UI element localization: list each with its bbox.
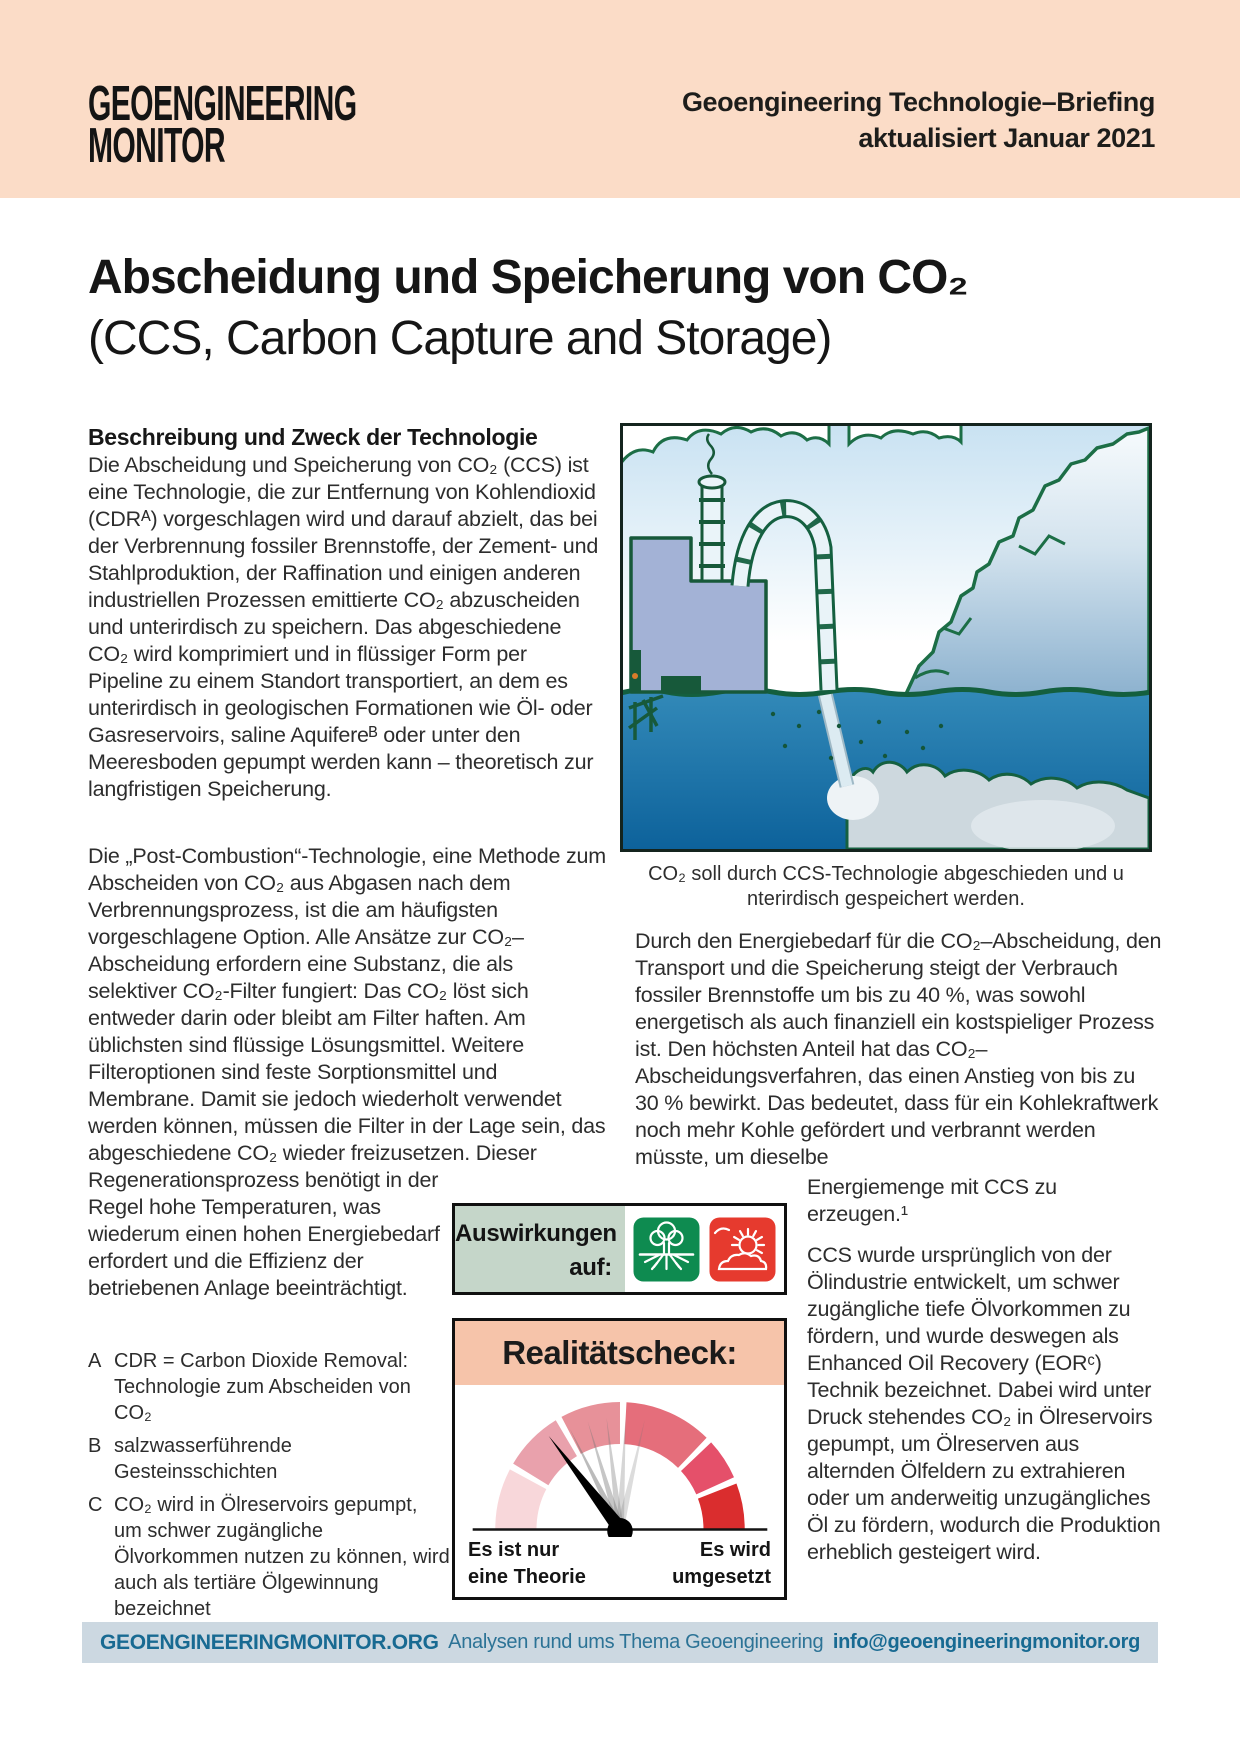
footer-site-link[interactable]: GEOENGINEERINGMONITOR.ORG xyxy=(100,1630,439,1654)
footnote-c-text: CO₂ wird in Ölreservoirs gepumpt, um schwer zugängliche Ölvorkommen nutzen zu können, wird auch als tertiäre Ölgewinnung bezeichnet xyxy=(114,1494,450,1620)
gauge-label-right-line-1: Es wird xyxy=(699,1539,771,1561)
gauge-label-left-line-2: eine Theorie xyxy=(468,1566,586,1588)
briefing-date: aktualisiert Januar 2021 xyxy=(858,123,1155,153)
ccs-illustration-drawing xyxy=(623,426,1149,849)
footer-bar xyxy=(82,1622,1158,1663)
header-band xyxy=(0,0,1240,198)
gauge-label-left xyxy=(468,1537,586,1591)
footnote-c xyxy=(88,1492,450,1622)
footer-tagline: Analysen rund ums Thema Geoengineering xyxy=(448,1631,824,1653)
page-title-line-1: Abscheidung und Speicherung von CO₂ xyxy=(88,251,968,304)
logo-line-1: GEOENGINEERING xyxy=(88,74,357,131)
left-paragraph-2: Die „Post-Combustion“-Technologie, eine Methode zum Abscheiden von CO₂ aus Abgasen nach dem Verbrennungsprozess, ist die am häufigsten vorgeschlagene Option. Alle Ansätze zur CO₂–Abscheidung erfordern eine Substanz, die als selektiver CO₂-Filter fungiert: Das CO₂ löst sich entweder darin oder bleibt am Filter haften. Am üblichsten sind flüssige Lösungsmittel. Weitere Filteroptionen sind feste Sorptionsmittel und Membrane. Damit sie jedoch wiederholt verwendet werden können, müssen die Filter in der Lage sein, das abgeschiedene CO₂ wieder freizusetzen. Dieser xyxy=(88,844,606,1165)
footnote-b-label: B xyxy=(88,1435,102,1457)
footnote-b-text: salzwasserführende Gesteinsschichten xyxy=(114,1435,292,1483)
gauge-label-right-line-2: umgesetzt xyxy=(672,1566,771,1588)
impacts-label xyxy=(455,1206,625,1292)
illustration-caption xyxy=(620,862,1152,912)
tree-with-roots-icon xyxy=(633,1217,700,1282)
caption-line-1: CO₂ soll durch CCS-Technologie abgeschieden und u xyxy=(648,863,1124,885)
gauge-label-right xyxy=(672,1537,771,1591)
briefing-header xyxy=(682,84,1155,156)
right-paragraph-1: Durch den Energiebedarf für die CO₂–Abscheidung, den Transport und die Speicherung steigt der Verbrauch fossiler Brennstoffe um bis zu 40 %, was sowohl energetisch als auch finanziell ein kostspieliger Prozess ist. Den höchsten Anteil hat das CO₂–Abscheidungsverfahren, das einen Anstieg von bis zu 30 % bewirkt. Das bedeutet, dass für ein Kohlekraftwerk noch mehr Kohle gefördert und verbrannt werden müsste, um dieselbe xyxy=(635,929,1162,1169)
footnote-a xyxy=(88,1348,450,1426)
left-paragraph-2-wrap: Regenerationsprozess benötigt in der Regel hohe Temperaturen, was wiederum einen hohen Energiebedarf erfordert und die Effizienz der betriebenen Anlage beeinträchtigt. xyxy=(88,1168,440,1300)
caption-line-2: nterirdisch gespeichert werden. xyxy=(747,888,1025,910)
footnote-a-text: CDR = Carbon Dioxide Removal: Technologie zum Abscheiden von CO₂ xyxy=(114,1350,411,1424)
impacts-label-line-1: Auswirkungen xyxy=(455,1220,617,1247)
footnote-a-label: A xyxy=(88,1350,102,1372)
reality-check-gauge xyxy=(455,1385,784,1537)
footer-email-link[interactable]: info@geoengineeringmonitor.org xyxy=(832,1631,1140,1653)
sun-behind-cloud-icon xyxy=(709,1217,776,1282)
section-heading: Beschreibung und Zweck der Technologie xyxy=(88,424,538,450)
footnote-c-label: C xyxy=(88,1494,103,1516)
page-title xyxy=(88,248,968,370)
impacts-label-line-2: auf: xyxy=(569,1254,612,1281)
right-paragraph-2: CCS wurde ursprünglich von der Ölindustrie entwickelt, um schwer zugängliche tiefe Ölvorkommen zu fördern, und wurde deswegen als Enhanced Oil Recovery (EORᶜ) Technik bezeichnet. Dabei wird unter Druck stehendes CO₂ in Ölreservoirs gepumpt, um Ölreserven aus alternden Ölfeldern zu extrahieren oder um anderweitig unzugängliches Öl zu fördern, wodurch die Produktion erheblich gesteigert wird. xyxy=(807,1243,1161,1564)
impacts-box xyxy=(452,1203,787,1295)
ccs-illustration xyxy=(620,423,1152,852)
impacts-icons xyxy=(625,1206,784,1292)
gauge-labels xyxy=(455,1537,784,1591)
gauge-label-left-line-1: Es ist nur xyxy=(468,1539,560,1561)
left-paragraph-1: Die Abscheidung und Speicherung von CO₂ (CCS) ist eine Technologie, die zur Entfernung von Kohlendioxid (CDRᴬ) vorgeschlagen wird und darauf abzielt, das bei der Verbrennung fossiler Brennstoffe, der Zement- und Stahlproduktion, der Raffination und einigen anderen industriellen Prozessen emittierte CO₂ abzuscheiden und unterirdisch zu speichern. Das abgeschiedene CO₂ wird komprimiert und in flüssiger Form per Pipeline zu einem Standort transportiert, an dem es unterirdisch in geologischen Formationen wie Öl- oder Gasreservoirs, saline Aquifereᴮ oder unter den Meeresboden gepumpt werden kann – theoretisch zur langfristigen Speicherung. xyxy=(88,453,599,801)
reality-check-box xyxy=(452,1318,787,1600)
footnote-b xyxy=(88,1433,450,1485)
briefing-title: Geoengineering Technologie–Briefing xyxy=(681,87,1155,117)
footnotes xyxy=(88,1348,450,1629)
geoengineering-monitor-logo xyxy=(88,74,357,173)
logo-line-2: MONITOR xyxy=(88,116,226,173)
page-title-line-2: (CCS, Carbon Capture and Storage) xyxy=(88,312,832,365)
reality-check-heading: Realitätscheck: xyxy=(455,1321,784,1385)
right-paragraph-1-wrap: Energiemenge mit CCS zu erzeugen.¹ xyxy=(807,1175,1057,1226)
